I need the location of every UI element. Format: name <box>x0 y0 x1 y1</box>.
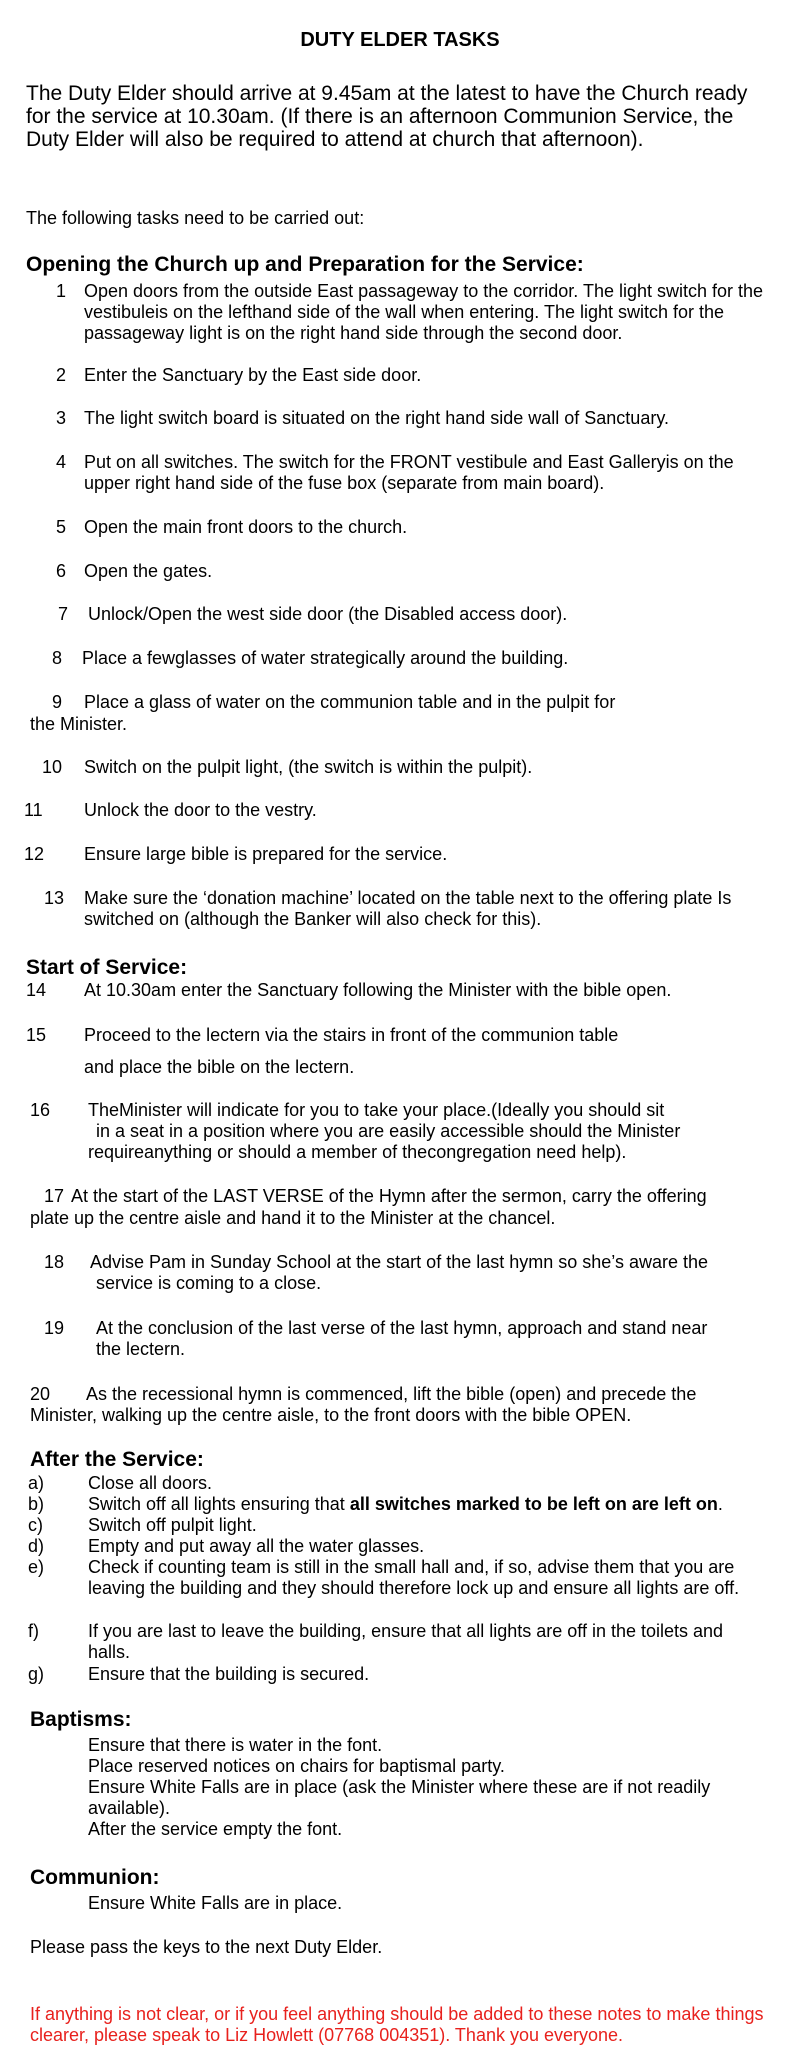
item-number: 1 <box>55 281 66 301</box>
item-number: 8 <box>51 648 62 668</box>
item-text: At 10.30am enter the Sanctuary following the Minister with the bible open. <box>84 980 672 1000</box>
baptisms-line: After the service empty the font. <box>88 1819 343 1839</box>
item-number: 10 <box>41 757 62 777</box>
item-text: The light switch board is situated on the right hand side wall of Sanctuary. <box>84 408 669 428</box>
item-text: Unlock the door to the vestry. <box>84 800 317 820</box>
item-text-plain: Switch off all lights ensuring that <box>88 1494 350 1514</box>
baptisms-lines <box>88 1735 768 1840</box>
item-text: Switch off pulpit light. <box>88 1515 257 1535</box>
item-text-continued: the Minister. <box>30 714 128 734</box>
keys-note: Please pass the keys to the next Duty Elder. <box>30 1937 383 1957</box>
lead-text: The following tasks need to be carried out: <box>26 208 365 228</box>
item-text: Open the main front doors to the church. <box>84 517 408 537</box>
item-letter: d) <box>28 1536 45 1556</box>
baptisms-heading: Baptisms: <box>30 1708 132 1731</box>
item-text: Ensure large bible is prepared for the service. <box>84 844 448 864</box>
footer-note: If anything is not clear, or if you feel anything should be added to these notes to make things clearer, please speak to Liz Howlett (07768 004351). Thank you everyone. <box>30 2004 764 2045</box>
after-heading: After the Service: <box>30 1448 204 1471</box>
item-number: 20 <box>30 1384 51 1404</box>
item-text: Advise Pam in Sunday School at the start of the last hymn so she’s aware the <box>90 1252 709 1272</box>
item-number: 6 <box>55 561 66 581</box>
item-number: 9 <box>51 692 62 712</box>
communion-lines <box>88 1893 768 1914</box>
item-letter: a) <box>28 1473 45 1493</box>
item-number: 5 <box>55 517 66 537</box>
page-title: DUTY ELDER TASKS <box>300 29 500 51</box>
item-number: 4 <box>55 452 66 472</box>
item-text-continued: the lectern. <box>96 1339 186 1359</box>
item-text: Put on all switches. The switch for the FRONT vestibule and East Galleryis on the upper right hand side of the fuse box (separate from main board). <box>84 452 734 493</box>
item-number: 18 <box>44 1252 65 1272</box>
item-letter: b) <box>28 1494 45 1514</box>
start-heading: Start of Service: <box>26 956 188 979</box>
item-letter: c) <box>28 1515 43 1535</box>
item-text: Check if counting team is still in the small hall and, if so, advise them that you are leaving the building and they should therefore lock up and ensure all lights are off. <box>88 1557 740 1598</box>
item-text: At the start of the LAST VERSE of the Hymn after the sermon, carry the offering <box>71 1186 707 1206</box>
item-text: Empty and put away all the water glasses. <box>88 1536 425 1556</box>
item-text-tail: . <box>717 1494 723 1514</box>
item-number: 12 <box>24 844 45 864</box>
item-letter: g) <box>28 1664 45 1684</box>
item-number: 13 <box>43 888 64 908</box>
item-text-continued: requireanything or should a member of thecongregation need help). <box>88 1142 627 1162</box>
opening-heading: Opening the Church up and Preparation for the Service: <box>26 253 584 276</box>
item-text: Place a glass of water on the communion table and in the pulpit for <box>84 692 616 712</box>
item-letter: e) <box>28 1557 45 1577</box>
item-text-continued: Minister, walking up the centre aisle, to the front doors with the bible OPEN. <box>30 1405 632 1425</box>
item-text: TheMinister will indicate for you to take your place.(Ideally you should sit <box>88 1100 665 1120</box>
item-text-continued: service is coming to a close. <box>96 1273 322 1293</box>
item-number: 15 <box>26 1025 47 1045</box>
item-text-continued: and place the bible on the lectern. <box>84 1057 355 1077</box>
item-text: Unlock/Open the west side door (the Disabled access door). <box>88 604 568 624</box>
item-text: Ensure that the building is secured. <box>88 1664 370 1684</box>
baptisms-line: Place reserved notices on chairs for baptismal party. <box>88 1756 505 1776</box>
communion-line: Ensure White Falls are in place. <box>88 1893 343 1913</box>
item-text: If you are last to leave the building, ensure that all lights are off in the toilets and halls. <box>88 1621 724 1662</box>
communion-heading: Communion: <box>30 1866 160 1889</box>
item-text: As the recessional hymn is commenced, lift the bible (open) and precede the <box>86 1384 697 1404</box>
item-text: Make sure the ‘donation machine’ located on the table next to the offering plate Is switched on (although the Banker will also check for this). <box>84 888 732 929</box>
item-text: Enter the Sanctuary by the East side door. <box>84 365 422 385</box>
item-number: 19 <box>44 1318 65 1338</box>
item-text: Open doors from the outside East passageway to the corridor. The light switch for the vestibuleis on the lefthand side of the wall when entering. The light switch for the passageway light is on the right hand side through the second door. <box>84 281 764 343</box>
baptisms-line: Ensure White Falls are in place (ask the Minister where these are if not readily available). <box>88 1777 711 1818</box>
item-text: Place a fewglasses of water strategically around the building. <box>82 648 569 668</box>
intro-paragraph: The Duty Elder should arrive at 9.45am at the latest to have the Church ready for the service at 10.30am. (If there is an afternoon Communion Service, the Duty Elder will also be required to attend at church that afternoon). <box>26 82 748 151</box>
item-number: 11 <box>24 800 43 820</box>
item-number: 2 <box>55 365 66 385</box>
item-text: Close all doors. <box>88 1473 213 1493</box>
item-letter: f) <box>28 1621 39 1641</box>
item-text: Switch on the pulpit light, (the switch is within the pulpit). <box>84 757 533 777</box>
item-number: 16 <box>30 1100 51 1120</box>
item-text-bold: all switches marked to be left on are left on <box>349 1494 718 1514</box>
item-text: Proceed to the lectern via the stairs in front of the communion table <box>84 1025 619 1045</box>
item-number: 14 <box>26 980 47 1000</box>
item-text <box>88 1494 788 1515</box>
item-text-continued: plate up the centre aisle and hand it to the Minister at the chancel. <box>30 1208 556 1228</box>
item-text-continued: in a seat in a position where you are easily accessible should the Minister <box>96 1121 681 1141</box>
item-number: 7 <box>57 604 68 624</box>
baptisms-line: Ensure that there is water in the font. <box>88 1735 383 1755</box>
item-number: 17 <box>44 1186 65 1206</box>
item-number: 3 <box>55 408 66 428</box>
item-text: Open the gates. <box>84 561 213 581</box>
item-text: At the conclusion of the last verse of the last hymn, approach and stand near <box>96 1318 708 1338</box>
